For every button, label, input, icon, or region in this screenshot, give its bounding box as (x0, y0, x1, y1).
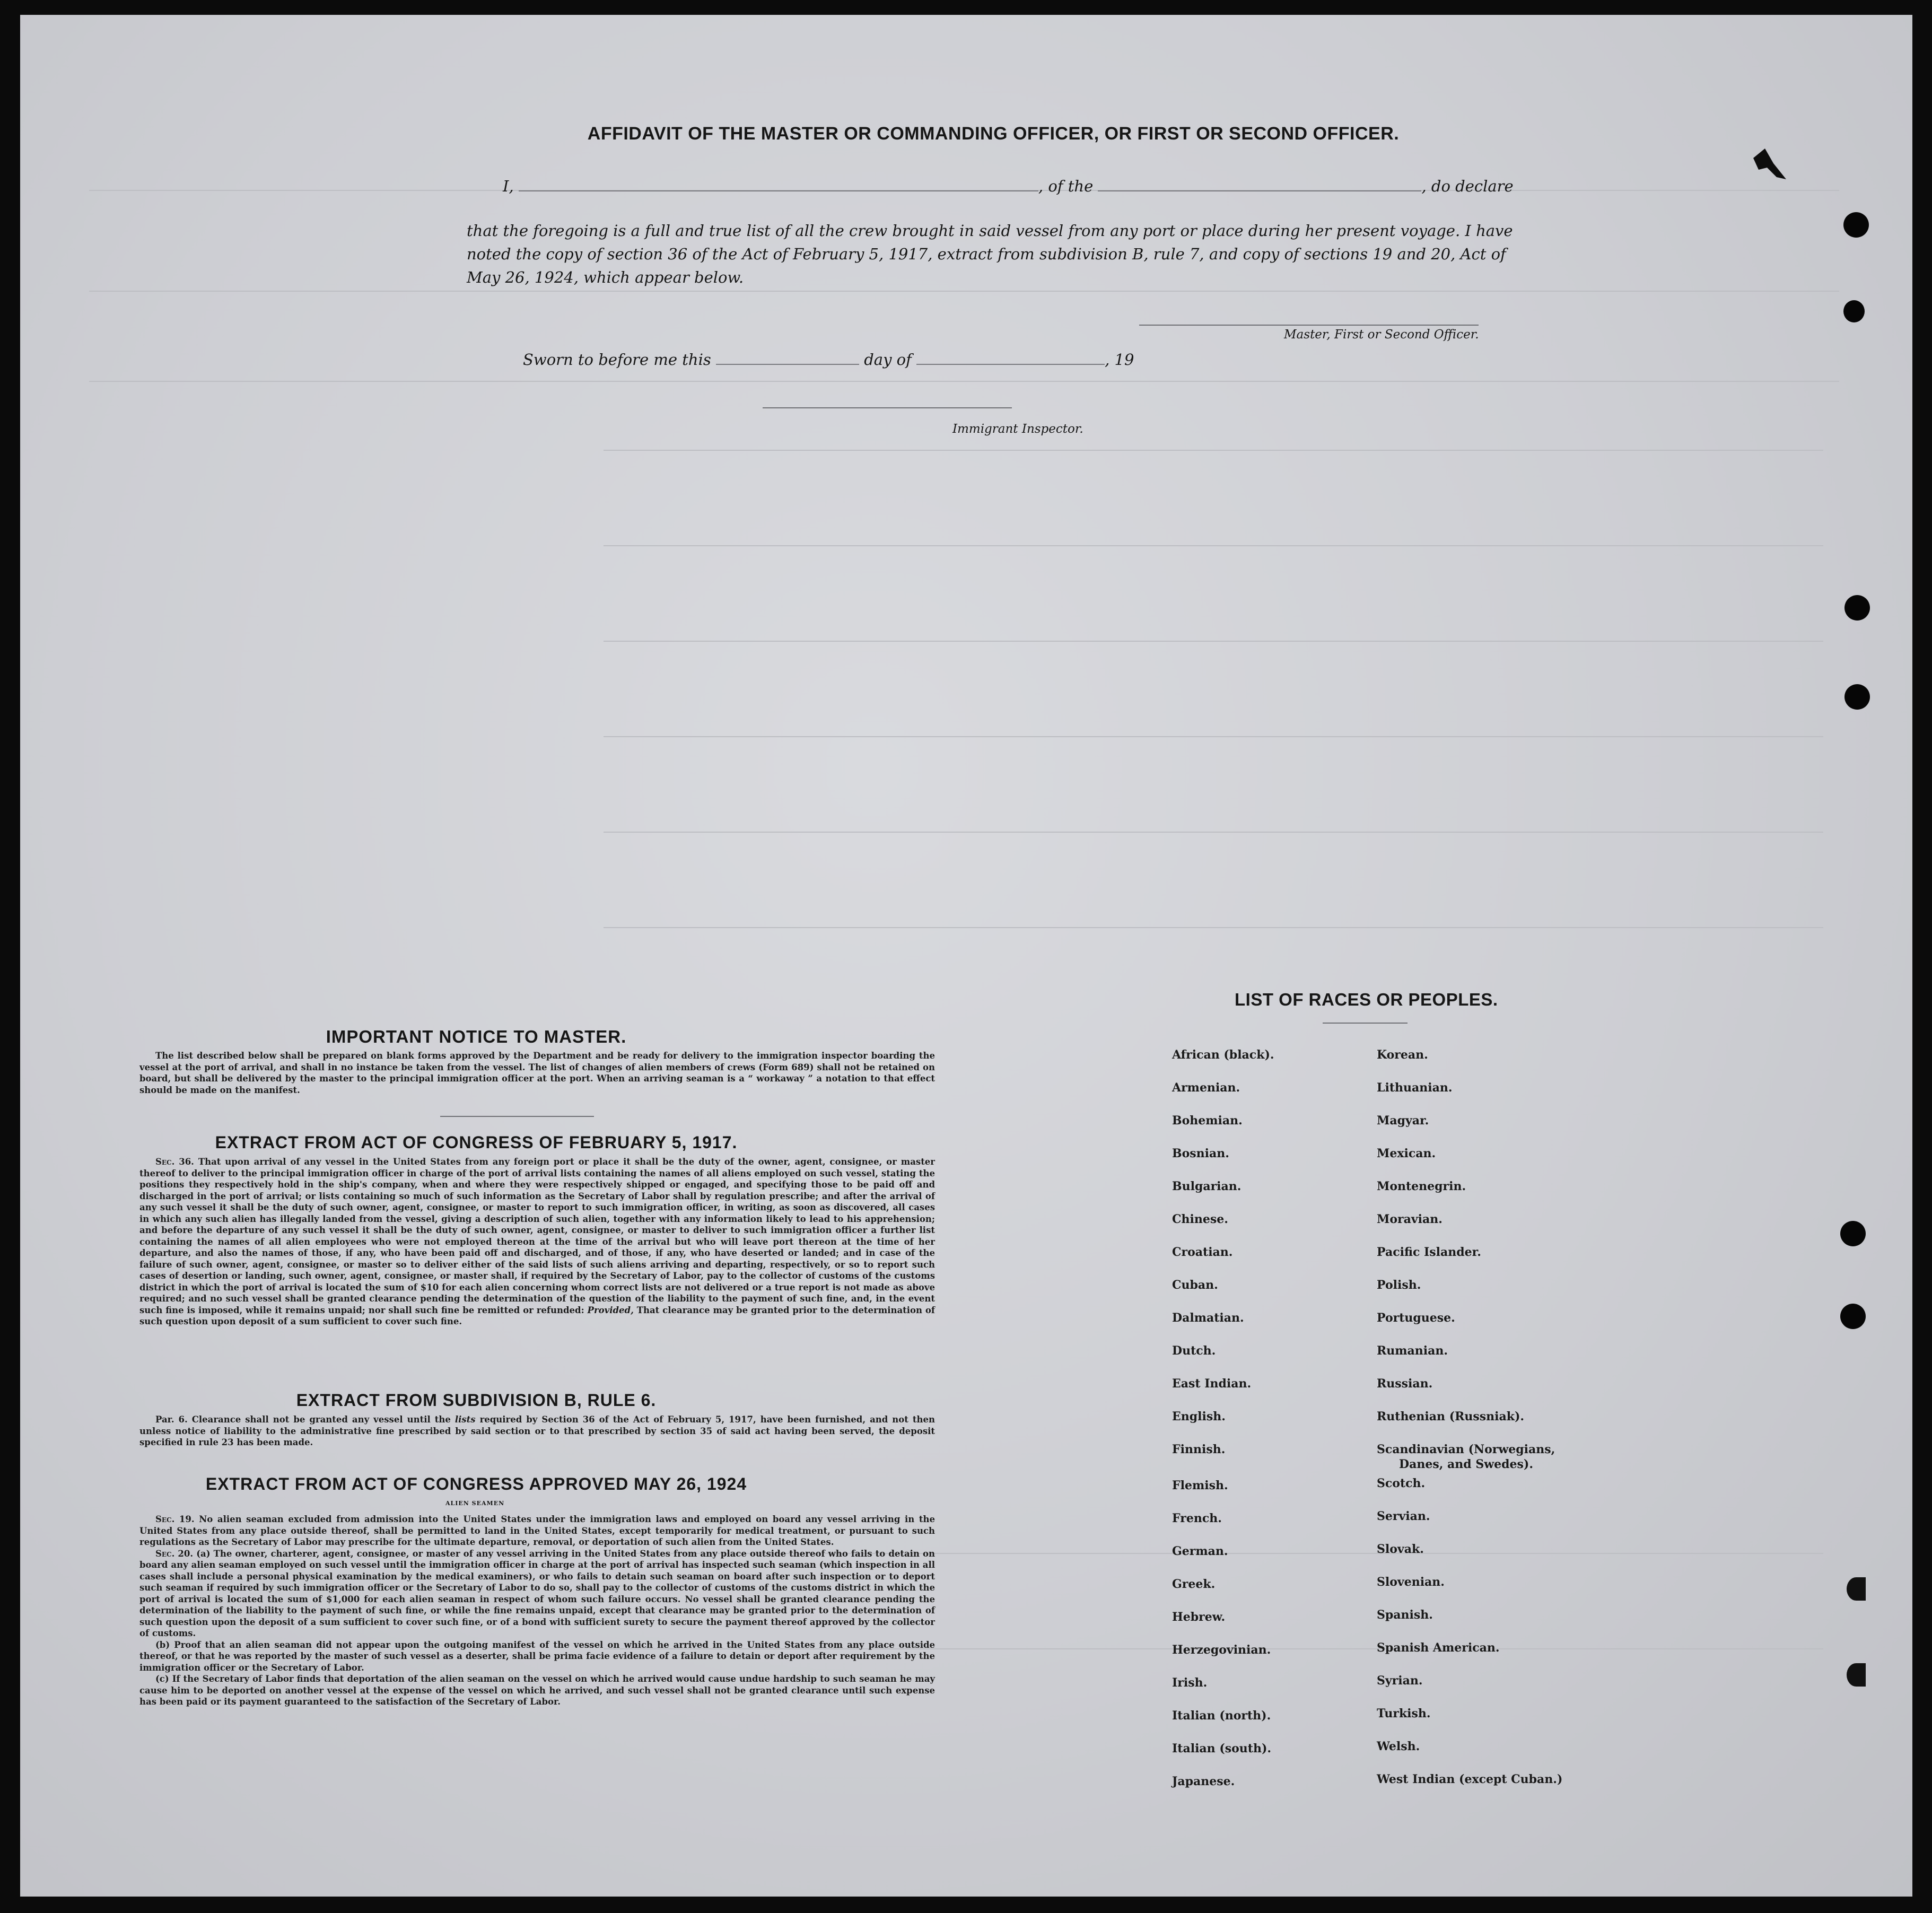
rule-6-text-b: required by Section 36 of the Act of February 5, 1917, have been furnished, and not then unless notice of liability to the administrative fine prescribed by said section or to that prescribed by section 35 of said act having been served, the deposit specified in rule 23 has been made. (139, 1414, 935, 1447)
rule-6-lists: lists (454, 1414, 476, 1425)
section-36-text: That upon arrival of any vessel in the United States from any foreign port or place it shall be the duty of the owner, agent, consignee, or master thereof to deliver to the principal immigration officer in charge of the port of arrival lists containing the names of all aliens employed on such vessel, stating the positions they respectively hold in the ship's company, when and where they were respectively shipped or engaged, and specifying those to be paid off and discharged in the port of arrival; or lists containing so much of such information as the Secretary of Labor shall by regulation prescribe; and after the arrival of any such vessel it shall be the duty of such owner, agent, consignee, or master to report to such immigration officer, in writing, as soon as discovered, all cases in which any such alien has illegally landed from the vessel, giving a description of such alien, together with any information likely to lead to his apprehension; and before the departure of any such vessel it shall be the duty of such owner, agent, consignee, or master to deliver to such immigration officer a further list containing the names of all alien employees who were not employed thereon at the time of the arrival but who will leave port thereon at the time of her departure, and also the names of those, if any, who have been paid off and discharged, and of those, if any, who have deserted or landed; and in case of the failure of such owner, agent, consignee, or master so to deliver either of the said lists of such aliens arriving and departing, respectively, or so to report such cases of desertion or landing, such owner, agent, consignee, or master shall, if required by the Secretary of Labor, pay to the collector of customs of the customs district in which the port of arrival is located the sum of $10 for each alien concerning whom correct lists are not delivered or a true report is not made as above required; and no such vessel shall be granted clearance pending the determination of the question of the liability to the payment of such fine, and, in the event such fine is imposed, while it remains unpaid; nor shall such fine be remitted or refunded: (139, 1157, 936, 1315)
master-signature-line[interactable] (1139, 325, 1479, 326)
punch-hole (1843, 212, 1869, 238)
punch-hole (1843, 300, 1865, 322)
sworn-day-field[interactable] (716, 364, 859, 365)
race-item: African (black). (1172, 1048, 1274, 1062)
sworn-year: , 19 (1105, 351, 1134, 369)
race-item: Dalmatian. (1172, 1311, 1244, 1325)
punch-hole-torn (1847, 1577, 1866, 1601)
race-item: Polish. (1377, 1278, 1421, 1292)
extract-1924-title: EXTRACT FROM ACT OF CONGRESS APPROVED MAY 26, 1924 (205, 1474, 747, 1493)
race-item: Spanish American. (1377, 1641, 1500, 1655)
proviso-text: That clearance may be granted prior to the determination of such question upon deposit of a sum sufficient to cover such fine. (139, 1305, 936, 1326)
race-item: Italian (north). (1172, 1709, 1271, 1723)
inspector-signature-label: Immigrant Inspector. (952, 422, 1083, 436)
document-page (20, 15, 1912, 1897)
race-item: West Indian (except Cuban.) (1377, 1772, 1563, 1786)
sworn-line (523, 351, 1134, 369)
sec-19-text: No alien seaman excluded from admission into the United States under the immigration laws and employed on board any vessel arriving in the United States from any place outside thereof, shall be permitted to land in the United States, except temporarily for medical treatment, or pursuant to such regulations as the Secretary of Labor may prescribe for the ultimate departure, removal, or deportation of such alien from the United States. (139, 1514, 935, 1547)
punch-hole (1840, 1221, 1866, 1246)
race-item: Hebrew. (1172, 1610, 1226, 1624)
race-item: Armenian. (1172, 1081, 1240, 1095)
sec-20a-text: (a) The owner, charterer, agent, consignee, or master of any vessel arriving in the United States from any place outside thereof who fails to detain on board any alien seaman employed on such vessel until the immigration officer in charge at the port of arrival has inspected such seaman (which inspection in all cases shall include a personal physical examination by the medical examiners), or who fails to detain such seaman on board after such inspection or to deport such seaman if required by such immigration officer or the Secretary of Labor to do so, shall pay to the collector of customs of the customs district in which the port of arrival is located the sum of $1,000 for each alien seaman in respect of whom such failure occurs. No vessel shall be granted clearance pending the determination of the liability to the payment of such fine, or while the fine remains unpaid, except that clearance may be granted prior to the determination of such question upon the deposit of a sum sufficient to cover such fine, or of a bond with sufficient surety to secure the payment thereof approved by the collector of customs. (139, 1548, 935, 1638)
notice-paragraph: The list described below shall be prepared on blank forms approved by the Department and be ready for delivery to the immigration inspector boarding the vessel at the port of arrival, and shall in no instance be taken from the vessel. The list of changes of alien members of crews (Form 689) shall not be retained on board, but shall be delivered by the master to the principal immigration officer at the port. When an arriving seaman is a “ workaway ” a notation to that effect should be made on the manifest. (139, 1051, 935, 1095)
affidavit-title: AFFIDAVIT OF THE MASTER OR COMMANDING OFFICER, OR FIRST OR SECOND OFFICER. (587, 124, 1400, 144)
notice-text (139, 1050, 935, 1096)
affidavit-of-the-label: , of the (1038, 177, 1094, 195)
race-item: Cuban. (1172, 1278, 1218, 1292)
race-item: Moravian. (1377, 1212, 1443, 1226)
divider (1323, 1023, 1408, 1024)
race-item: Scandinavian (Norwegians, (1377, 1443, 1555, 1456)
race-item: Montenegrin. (1377, 1180, 1466, 1193)
race-item: English. (1172, 1410, 1226, 1423)
punch-hole (1844, 684, 1870, 710)
section-label: Sec. 36. (155, 1157, 194, 1167)
race-item: Croatian. (1172, 1245, 1233, 1259)
sec-20-label: Sec. 20. (155, 1548, 194, 1559)
punch-hole (1844, 595, 1870, 621)
sec-20c-text: (c) If the Secretary of Labor finds that deportation of the alien seaman on the vessel on which he arrived would cause undue hardship to such seaman he may cause him to be deported on another vessel at the expense of the vessel on which he arrived, and such vessel shall not be granted clearance until such expense has been paid or its payment guaranteed to the satisfaction of the Secretary of Labor. (139, 1674, 935, 1707)
extract-1917-text (139, 1156, 935, 1327)
sworn-day-of: day of (864, 351, 912, 369)
master-signature-label: Master, First or Second Officer. (1284, 328, 1479, 342)
affidavit-statement: that the foregoing is a full and true list of all the crew brought in said vessel from any port or place during her present voyage. I have noted the copy of section 36 of the Act of February 5, 1917, extract from subdivision B, rule 7, and copy of sections 19 and 20, Act of May 26, 1924, which appear below. (467, 222, 1513, 286)
extract-1917-title: EXTRACT FROM ACT OF CONGRESS OF FEBRUARY 5, 1917. (215, 1133, 738, 1152)
race-item: Turkish. (1377, 1707, 1431, 1720)
race-item: Ruthenian (Russniak). (1377, 1410, 1525, 1423)
race-item: French. (1172, 1512, 1222, 1525)
race-item: Irish. (1172, 1676, 1208, 1690)
notice-title: IMPORTANT NOTICE TO MASTER. (326, 1027, 627, 1046)
sec-20b-text: (b) Proof that an alien seaman did not appear upon the outgoing manifest of the vessel on which he arrived in the United States from any place outside thereof, or that he was reported by the master of such vessel as a deserter, shall be prima facie evidence of a failure to detain or deport after requirement by the immigration officer or the Secretary of Labor. (139, 1639, 935, 1673)
race-item: Rumanian. (1377, 1344, 1448, 1358)
race-item: Mexican. (1377, 1147, 1436, 1160)
race-item: Bosnian. (1172, 1147, 1229, 1160)
race-item: Pacific Islander. (1377, 1245, 1481, 1259)
race-item: Dutch. (1172, 1344, 1216, 1358)
rule-6-title: EXTRACT FROM SUBDIVISION B, RULE 6. (296, 1391, 657, 1410)
alien-seamen-subtitle: ALIEN SEAMEN (445, 1500, 505, 1507)
race-item: Syrian. (1377, 1674, 1423, 1688)
divider (440, 1116, 594, 1117)
affiant-name-field[interactable] (519, 190, 1038, 191)
sec-19-label: Sec. 19. (155, 1514, 195, 1524)
race-item: Korean. (1377, 1048, 1428, 1062)
race-item: Spanish. (1377, 1608, 1433, 1622)
race-item: Finnish. (1172, 1443, 1226, 1456)
sworn-prefix: Sworn to before me this (523, 351, 711, 369)
race-item: Greek. (1172, 1577, 1216, 1591)
affidavit-declare-label: , do declare (1421, 177, 1514, 195)
race-item: Lithuanian. (1377, 1081, 1453, 1095)
race-item: Scotch. (1377, 1477, 1426, 1490)
punch-hole-torn (1847, 1663, 1866, 1687)
torn-mark-icon (1749, 142, 1797, 195)
rule-6-text (139, 1414, 935, 1448)
race-item: Herzegovinian. (1172, 1643, 1271, 1657)
punch-hole (1840, 1304, 1866, 1329)
rule-6-text-a: Par. 6. Clearance shall not be granted any vessel until the (155, 1414, 451, 1425)
race-item: Slovenian. (1377, 1575, 1445, 1589)
affidavit-i-label: I, (503, 177, 514, 195)
race-item: Portuguese. (1377, 1311, 1455, 1325)
race-item: German. (1172, 1544, 1228, 1558)
race-item: Slovak. (1377, 1542, 1424, 1556)
race-item: Danes, and Swedes). (1399, 1457, 1533, 1471)
inspector-signature-line[interactable] (763, 407, 1012, 408)
proviso-label: Provided, (587, 1305, 634, 1315)
vessel-name-field[interactable] (1098, 190, 1421, 191)
scan-border-top (0, 0, 1932, 15)
race-item: East Indian. (1172, 1377, 1252, 1391)
race-item: Bohemian. (1172, 1114, 1243, 1128)
race-item: Welsh. (1377, 1740, 1420, 1753)
race-item: Italian (south). (1172, 1742, 1272, 1755)
race-item: Magyar. (1377, 1114, 1429, 1128)
affidavit-declaration-line (503, 177, 1514, 195)
race-item: Flemish. (1172, 1479, 1228, 1492)
race-item: Servian. (1377, 1509, 1430, 1523)
races-title: LIST OF RACES OR PEOPLES. (1235, 990, 1498, 1009)
extract-1924-text (139, 1514, 935, 1708)
race-item: Bulgarian. (1172, 1180, 1242, 1193)
race-item: Chinese. (1172, 1212, 1228, 1226)
race-item: Russian. (1377, 1377, 1433, 1391)
sworn-month-field[interactable] (916, 364, 1105, 365)
race-item: Japanese. (1172, 1775, 1235, 1788)
